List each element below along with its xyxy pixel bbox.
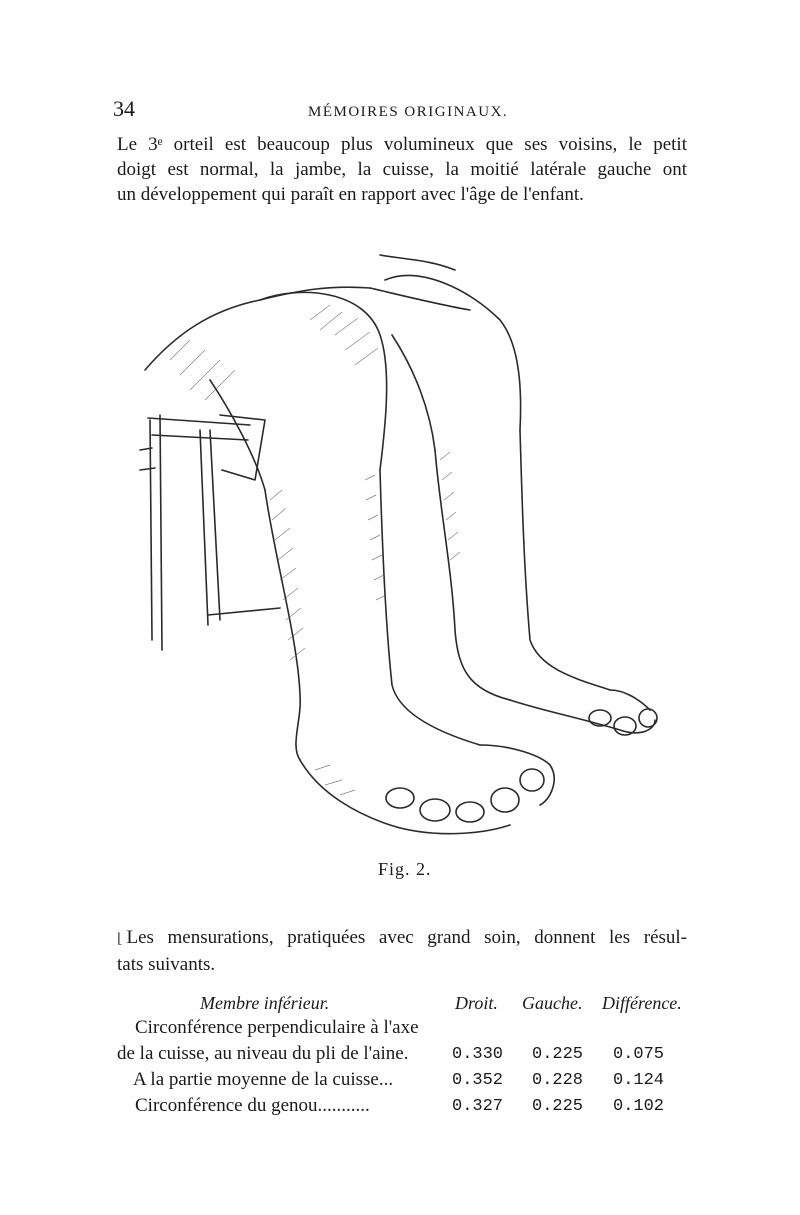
table-row-3-difference: 0.102: [613, 1097, 665, 1116]
figure-caption: Fig. 2.: [378, 859, 432, 879]
bracket-mark-icon: ⌊: [117, 932, 123, 947]
table-row-3-gauche: 0.225: [532, 1097, 584, 1116]
table-row-1-droit: 0.330: [452, 1045, 504, 1064]
table-row-2-difference: 0.124: [613, 1071, 665, 1090]
paragraph-1: [117, 132, 687, 207]
table-row-3-label: Circonférence du genou...........: [135, 1095, 370, 1116]
table-row-3-droit: 0.327: [452, 1097, 504, 1116]
table-row-1-gauche: 0.225: [532, 1045, 584, 1064]
table-row-1-label-line-1: Circonférence perpendiculaire à l'axe: [135, 1017, 419, 1038]
paragraph-2: [117, 925, 687, 977]
legs-illustration: [130, 240, 670, 860]
table-header-difference: Différence.: [602, 993, 682, 1013]
paragraph-1-line-3: un développement qui paraît en rapport avec l'âge de l'enfant.: [117, 184, 584, 205]
table-header-droit: Droit.: [455, 993, 498, 1013]
table-header-label: Membre inférieur.: [200, 993, 330, 1013]
page-number: 34: [113, 96, 135, 121]
running-head: MÉMOIRES ORIGINAUX.: [308, 104, 509, 120]
table-row-1-difference: 0.075: [613, 1045, 665, 1064]
paragraph-2-line-1: [117, 925, 687, 952]
paragraph-2-line-1-text: Les mensurations, pratiquées avec grand soin, donnent les résul-: [126, 927, 687, 948]
table-header-gauche: Gauche.: [522, 993, 583, 1013]
paragraph-1-line-1: Le 3ᵉ orteil est beaucoup plus volumineux que ses voisins, le petit: [117, 134, 687, 155]
table-row-2-label: A la partie moyenne de la cuisse...: [133, 1069, 394, 1090]
table-row-2-droit: 0.352: [452, 1071, 504, 1090]
paragraph-2-line-2: tats suivants.: [117, 954, 216, 975]
paragraph-1-line-2: doigt est normal, la jambe, la cuisse, la moitié latérale gauche ont: [117, 159, 687, 180]
table-row-2-gauche: 0.228: [532, 1071, 584, 1090]
table-row-1-label-line-2: de la cuisse, au niveau du pli de l'aine.: [117, 1043, 409, 1064]
